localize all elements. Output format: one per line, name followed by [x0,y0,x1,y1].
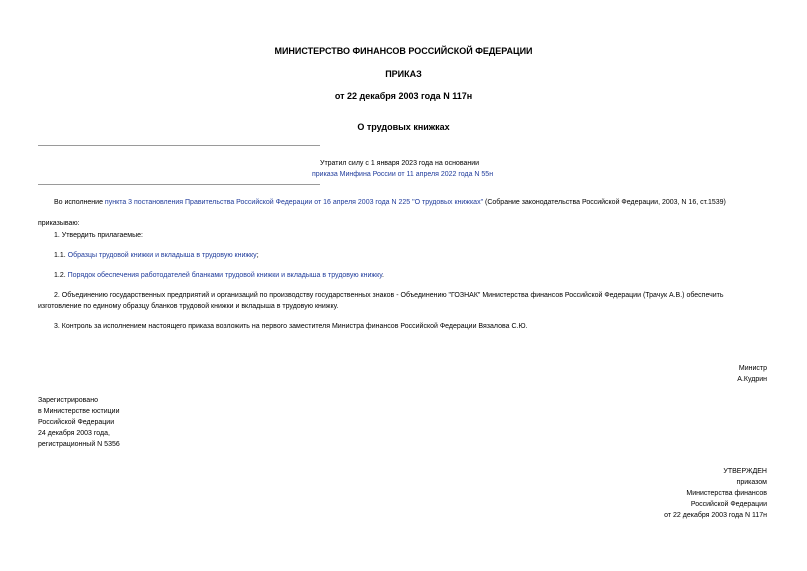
registration-line-4: 24 декабря 2003 года, [38,430,110,437]
item-1-2-end: . [382,272,384,279]
item-1-1-end: ; [256,252,259,259]
approved-line-3: Министерства финансов [686,490,767,497]
approved-line-4: Российской Федерации [690,501,767,508]
item-1-2-link[interactable]: Порядок обеспечения работодателей бланками трудовой книжки и вкладыша в трудовую книжку [67,272,383,279]
item-2-line-2: изготовление по единому образцу бланков трудовой книжки и вкладыша в трудовую книжку. [38,303,339,310]
preamble-suffix: (Собрание законодательства Российской Федерации, 2003, N 16, ст.1539) [483,199,726,206]
approved-block [664,467,767,520]
approved-line-1: УТВЕРЖДЕН [723,468,767,475]
document-type: ПРИКАЗ [385,69,422,79]
ministry-title: МИНИСТЕРСТВО ФИНАНСОВ РОССИЙСКОЙ ФЕДЕРАЦИИ [274,46,533,56]
divider-bottom [38,184,320,185]
item-1-1-number: 1.1. [54,252,68,259]
document-subject: О трудовых книжках [357,122,450,132]
preamble-prefix: Во исполнение [54,199,105,206]
decree-link[interactable]: пункта 3 постановления Правительства Российской Федерации от 16 апреля 2003 года N 225 "О трудовых книжках" [104,199,484,206]
registration-line-3: Российской Федерации [38,419,115,426]
registration-block [38,396,120,449]
order-word: приказываю: [38,220,80,227]
signature-name: А.Кудрин [737,376,767,383]
item-1-2-number: 1.2. [54,272,68,279]
item-1: 1. Утвердить прилагаемые: [54,232,143,239]
approved-line-2: приказом [736,479,767,486]
item-2-line-1: 2. Объединению государственных предприятий и организаций по производству государственных знаков - Объединению "ГОЗНАК" Министерства финансов Российской Федерации (Трачук А.В.) обеспечить [54,292,724,299]
item-1-2 [54,271,384,280]
status-text: Утратил силу с 1 января 2023 года на основании [320,160,480,167]
approved-line-5: от 22 декабря 2003 года N 117н [664,512,767,519]
item-1-1 [54,251,259,260]
status-link[interactable]: приказа Минфина России от 11 апреля 2022 года N 55н [312,171,494,178]
document-date-number: от 22 декабря 2003 года N 117н [334,91,473,101]
divider-top [38,145,320,146]
item-3: 3. Контроль за исполнением настоящего приказа возложить на первого заместителя Министра финансов Российской Федерации Вязалова С.Ю. [54,323,528,330]
registration-line-5: регистрационный N 5356 [38,441,120,448]
registration-line-1: Зарегистрировано [38,397,98,404]
preamble [54,198,726,207]
registration-line-2: в Министерстве юстиции [38,408,120,415]
item-1-1-link[interactable]: Образцы трудовой книжки и вкладыша в трудовую книжку [67,252,257,259]
signature-title: Министр [738,365,767,372]
